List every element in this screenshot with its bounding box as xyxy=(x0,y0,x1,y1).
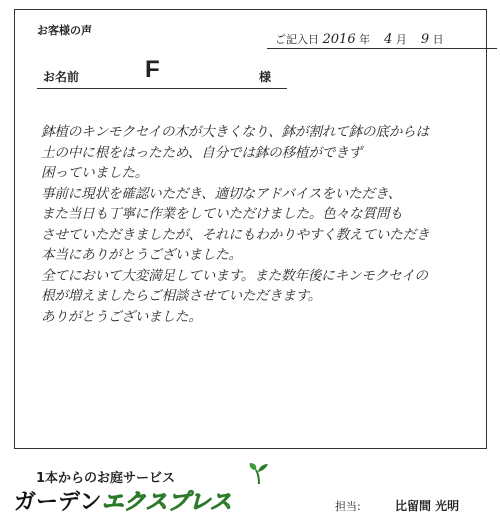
date-day: 9 xyxy=(420,32,430,47)
sprout-icon xyxy=(248,461,270,485)
brand-logo xyxy=(14,485,232,516)
comment-line: 事前に現状を確認いただき、適切なアドバイスをいただき、 xyxy=(41,185,402,202)
footer xyxy=(0,455,500,523)
tagline: 1本からのお庭サービス xyxy=(36,471,176,486)
comment-line: ありがとうございました。 xyxy=(41,308,202,325)
date-underline xyxy=(267,48,497,49)
comment-line: 根が増えましたらご相談させていただきます。 xyxy=(41,288,322,304)
name-label: お名前 xyxy=(43,70,80,84)
staff-label: 担当: xyxy=(335,500,361,513)
comment-line: 全てにおいて大変満足しています。また数年後にキンモクセイの xyxy=(41,267,428,284)
brand-name-part1: ガーデン xyxy=(14,489,102,514)
handwritten-comment xyxy=(41,122,491,327)
date-month-unit: 月 xyxy=(395,33,407,46)
customer-name: F xyxy=(145,56,160,83)
honorific: 様 xyxy=(259,70,272,84)
date-month: 4 xyxy=(384,32,393,47)
form-title: お客様の声 xyxy=(37,24,92,37)
comment-line: 困っていました。 xyxy=(41,165,149,181)
staff-name: 比留間 光明 xyxy=(395,499,460,513)
feedback-form xyxy=(14,9,487,449)
date-year-unit: 年 xyxy=(359,33,371,46)
entry-date xyxy=(275,31,444,47)
brand-name-part2: エクスプレス xyxy=(101,489,232,514)
comment-line: 鉢植のキンモクセイの木が大きくなり、鉢が割れて鉢の底からは xyxy=(41,124,429,140)
comment-line: 本当にありがとうございました。 xyxy=(41,247,242,263)
date-prefix: ご記入日 xyxy=(275,33,319,46)
date-day-unit: 日 xyxy=(432,33,444,46)
comment-line: また当日も丁寧に作業をしていただけました。色々な質問も xyxy=(41,206,403,222)
date-year: 2016 xyxy=(322,32,356,47)
comment-line: させていただきましたが、それにもわかりやすく教えていただき xyxy=(41,226,430,243)
name-underline xyxy=(37,88,287,89)
comment-line: 土の中に根をはったため、自分では鉢の移植ができず xyxy=(41,144,362,161)
